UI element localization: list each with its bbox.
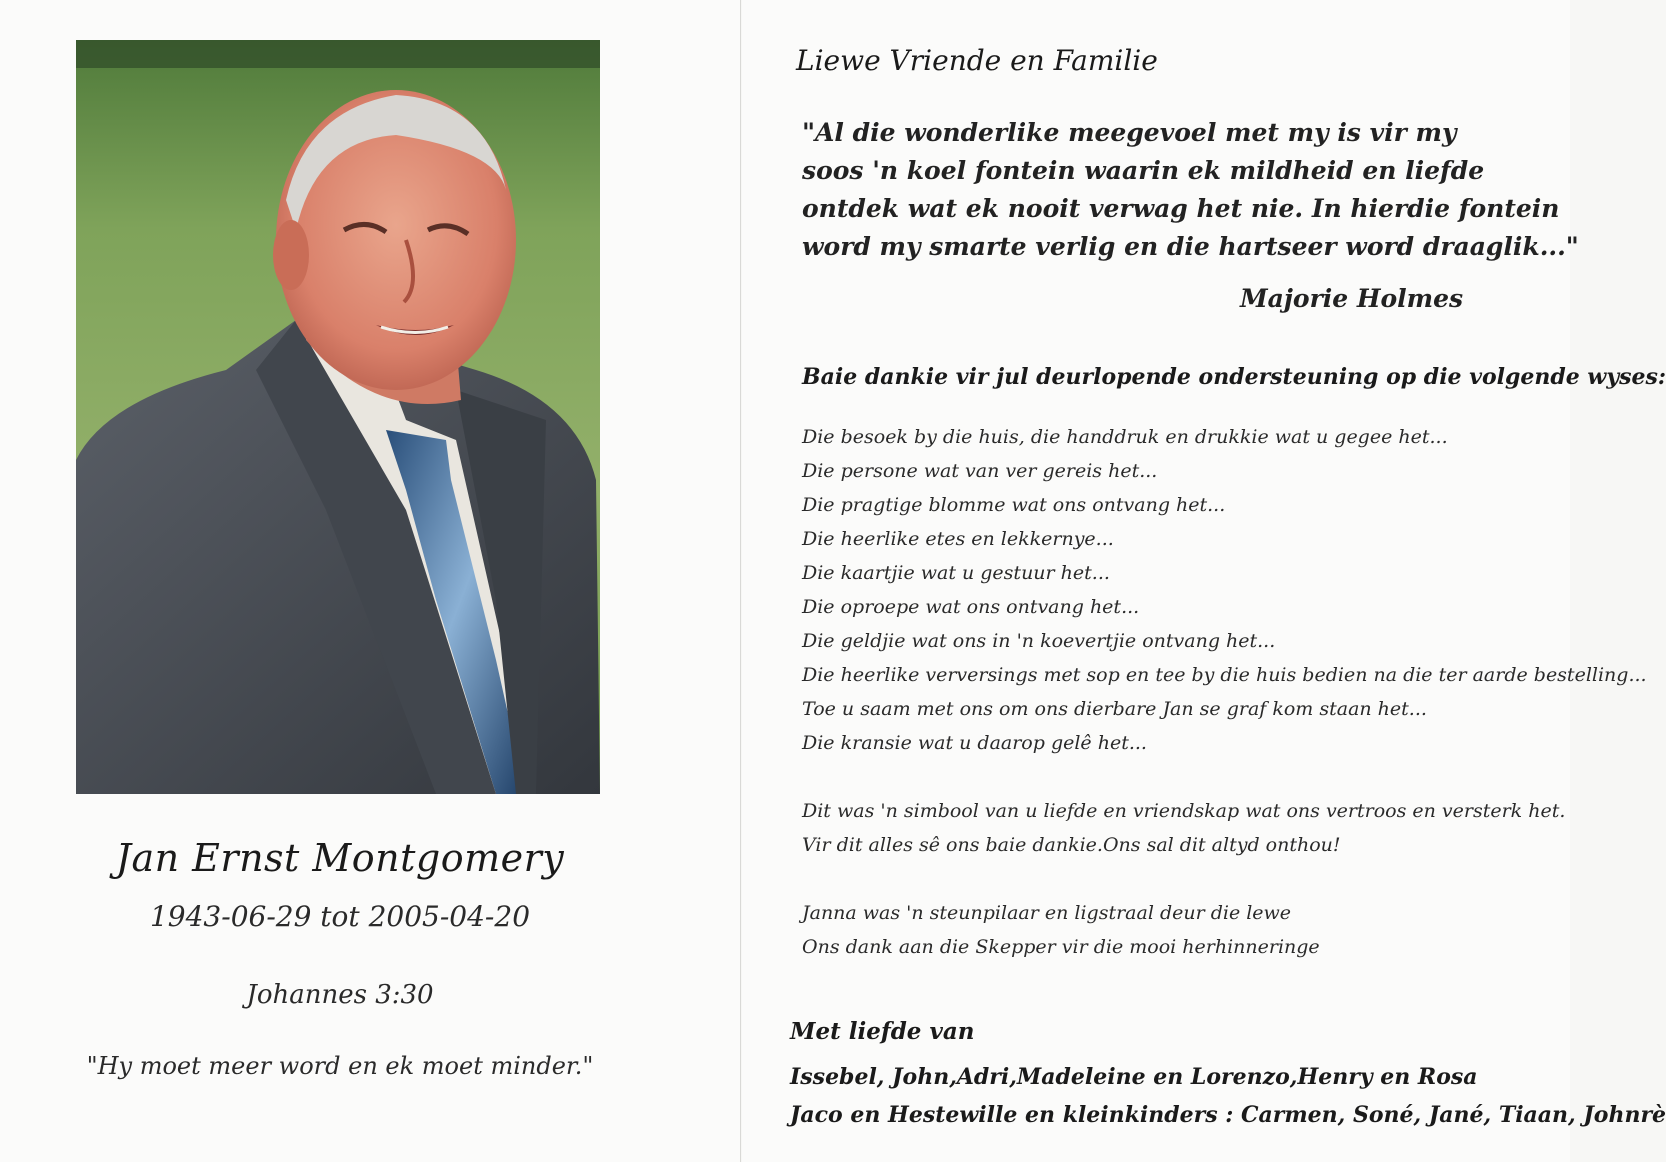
closing-text bbox=[802, 794, 1565, 862]
list-item: Die heerlike verversings met sop en tee by die huis bedien na die ter aarde bestelling... bbox=[802, 664, 1647, 686]
love-from-heading: Met liefde van bbox=[790, 1018, 975, 1045]
list-item: Die kransie wat u daarop gelê het... bbox=[802, 732, 1147, 754]
tribute-text bbox=[802, 896, 1320, 964]
verse-reference: Johannes 3:30 bbox=[246, 980, 434, 1010]
list-item: Die kaartjie wat u gestuur het... bbox=[802, 562, 1110, 584]
right-page bbox=[742, 0, 1666, 1162]
list-item: Die persone wat van ver gereis het... bbox=[802, 460, 1158, 482]
tribute-line: Janna was 'n steunpilaar en ligstraal deur die lewe bbox=[802, 902, 1292, 924]
list-item: Die besoek by die huis, die handdruk en drukkie wat u gegee het... bbox=[802, 426, 1448, 448]
verse-text: "Hy moet meer word en ek moet minder." bbox=[86, 1052, 594, 1080]
poem-line: ontdek wat ek nooit verwag het nie. In hierdie fontein bbox=[802, 194, 1560, 223]
greeting: Liewe Vriende en Familie bbox=[796, 44, 1158, 77]
list-item: Die geldjie wat ons in 'n koevertjie ontvang het... bbox=[802, 630, 1276, 652]
portrait-image bbox=[76, 40, 600, 794]
closing-line: Dit was 'n simbool van u liefde en vriendskap wat ons vertroos en versterk het. bbox=[802, 800, 1566, 822]
list-item: Die oproepe wat ons ontvang het... bbox=[802, 596, 1140, 618]
list-item: Toe u saam met ons om ons dierbare Jan se graf kom staan het... bbox=[802, 698, 1427, 720]
family-line: Issebel, John,Adri,Madeleine en Lorenzo,Henry en Rosa bbox=[790, 1064, 1478, 1090]
poem-line: "Al die wonderlike meegevoel met my is vir my bbox=[802, 118, 1457, 147]
list-item: Die heerlike etes en lekkernye... bbox=[802, 528, 1114, 550]
family-line: Jaco en Hestewille en kleinkinders : Carmen, Soné, Jané, Tiaan, Johnrè bbox=[790, 1102, 1666, 1128]
closing-line: Vir dit alles sê ons baie dankie.Ons sal dit altyd onthou! bbox=[802, 834, 1341, 856]
poem-line: word my smarte verlig en die hartseer word draaglik..." bbox=[802, 232, 1579, 261]
life-dates: 1943-06-29 tot 2005-04-20 bbox=[149, 900, 531, 933]
left-page bbox=[0, 0, 741, 1162]
deceased-name: Jan Ernst Montgomery bbox=[115, 836, 565, 880]
tribute-line: Ons dank aan die Skepper vir die mooi herhinneringe bbox=[802, 936, 1320, 958]
poem bbox=[802, 114, 1579, 266]
thanks-list bbox=[802, 420, 1647, 760]
portrait-photo bbox=[76, 40, 600, 794]
thanks-heading: Baie dankie vir jul deurlopende ondersteuning op die volgende wyses: bbox=[802, 364, 1666, 390]
poem-author: Majorie Holmes bbox=[1240, 284, 1464, 313]
list-item: Die pragtige blomme wat ons ontvang het... bbox=[802, 494, 1226, 516]
poem-line: soos 'n koel fontein waarin ek mildheid en liefde bbox=[802, 156, 1485, 185]
family-names bbox=[790, 1058, 1666, 1134]
